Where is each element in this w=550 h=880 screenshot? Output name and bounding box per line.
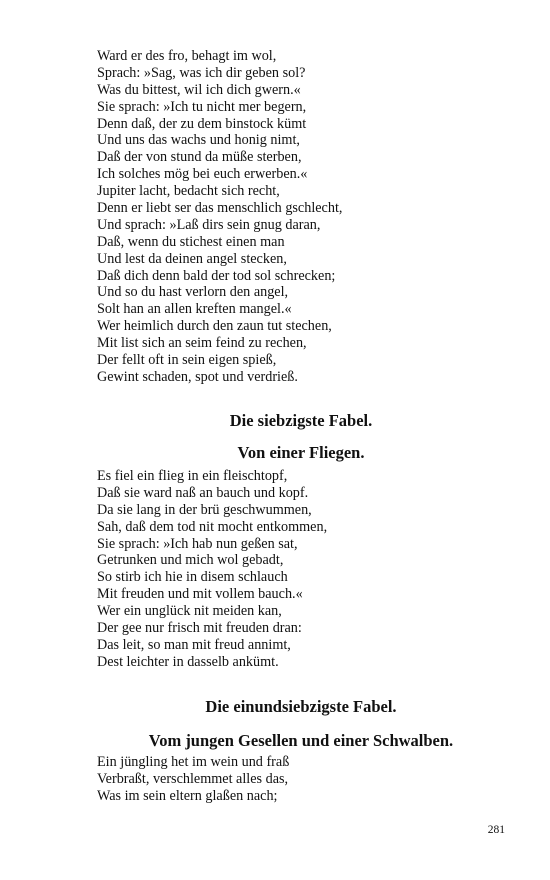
verse-line: Verbraßt, verschlemmet alles das, — [97, 770, 289, 787]
verse-line: Ein jüngling het im wein und fraß — [97, 754, 290, 770]
fable-71-title: Die einundsiebzigste Fabel. — [205, 697, 397, 716]
verse-line: Wer ein unglück nit meiden kan, — [97, 603, 282, 620]
verse-line: Daß sie ward naß an bauch und kopf. — [97, 484, 309, 501]
verse-line: Und sprach: »Laß dirs sein gnug daran, — [97, 216, 321, 233]
fable-70-subtitle: Von einer Fliegen. — [237, 443, 365, 462]
verse-line: Der gee nur frisch mit freuden dran: — [97, 620, 302, 637]
verse-line: Und lest da deinen angel stecken, — [97, 250, 287, 267]
verse-line: Mit freuden und mit vollem bauch.« — [97, 586, 303, 603]
verse-line: Sie sprach: »Ich tu nicht mer begern, — [97, 98, 307, 115]
verse-line: Ich solches mög bei euch erwerben.« — [97, 166, 308, 183]
verse-line: Wer heimlich durch den zaun tut stechen, — [97, 318, 332, 335]
verse-line: Jupiter lacht, bedacht sich recht, — [97, 183, 280, 200]
verse-line: Daß, wenn du stichest einen man — [97, 233, 285, 250]
verse-line: Was du bittest, wil ich dich gwern.« — [97, 81, 301, 98]
verse-line: Das leit, so man mit freud annimt, — [97, 636, 291, 653]
verse-block-fable-71 — [97, 754, 517, 805]
verse-line: Daß der von stund da müße sterben, — [97, 149, 302, 166]
verse-line: Dest leichter in dasselb ankümt. — [97, 653, 279, 670]
verse-line: Denn daß, der zu dem binstock kümt — [97, 115, 307, 132]
verse-line: Mit list sich an seim feind zu rechen, — [97, 335, 307, 352]
verse-block-fable-70 — [97, 468, 517, 671]
fable-70-title: Die siebzigste Fabel. — [229, 411, 373, 430]
verse-line: Und uns das wachs und honig nimt, — [97, 132, 300, 149]
verse-line: Es fiel ein flieg in ein fleischtopf, — [97, 468, 288, 484]
verse-line: Was im sein eltern glaßen nach; — [97, 787, 278, 804]
verse-line: Sie sprach: »Ich hab nun geßen sat, — [97, 535, 298, 552]
verse-line: Und so du hast verlorn den angel, — [97, 284, 289, 301]
verse-line: Der fellt oft in sein eigen spieß, — [97, 352, 277, 369]
verse-line: Solt han an allen kreften mangel.« — [97, 301, 292, 318]
verse-line: Daß dich denn bald der tod sol schrecken; — [97, 267, 336, 284]
fable-71-subtitle: Vom jungen Gesellen und einer Schwalben. — [148, 731, 454, 750]
verse-line: Getrunken und mich wol gebadt, — [97, 552, 284, 569]
verse-block-continuation — [97, 48, 517, 386]
verse-line: Sah, daß dem tod nit mocht entkommen, — [97, 518, 328, 535]
verse-line: Da sie lang in der brü geschwummen, — [97, 501, 312, 518]
verse-line: So stirb ich hie in disem schlauch — [97, 569, 288, 586]
verse-line: Denn er liebt ser das menschlich gschlecht, — [97, 200, 343, 217]
verse-line: Ward er des fro, behagt im wol, — [97, 48, 277, 64]
verse-line: Sprach: »Sag, was ich dir geben sol? — [97, 64, 306, 81]
verse-line: Gewint schaden, spot und verdrieß. — [97, 368, 298, 385]
page-number: 281 — [487, 824, 505, 836]
